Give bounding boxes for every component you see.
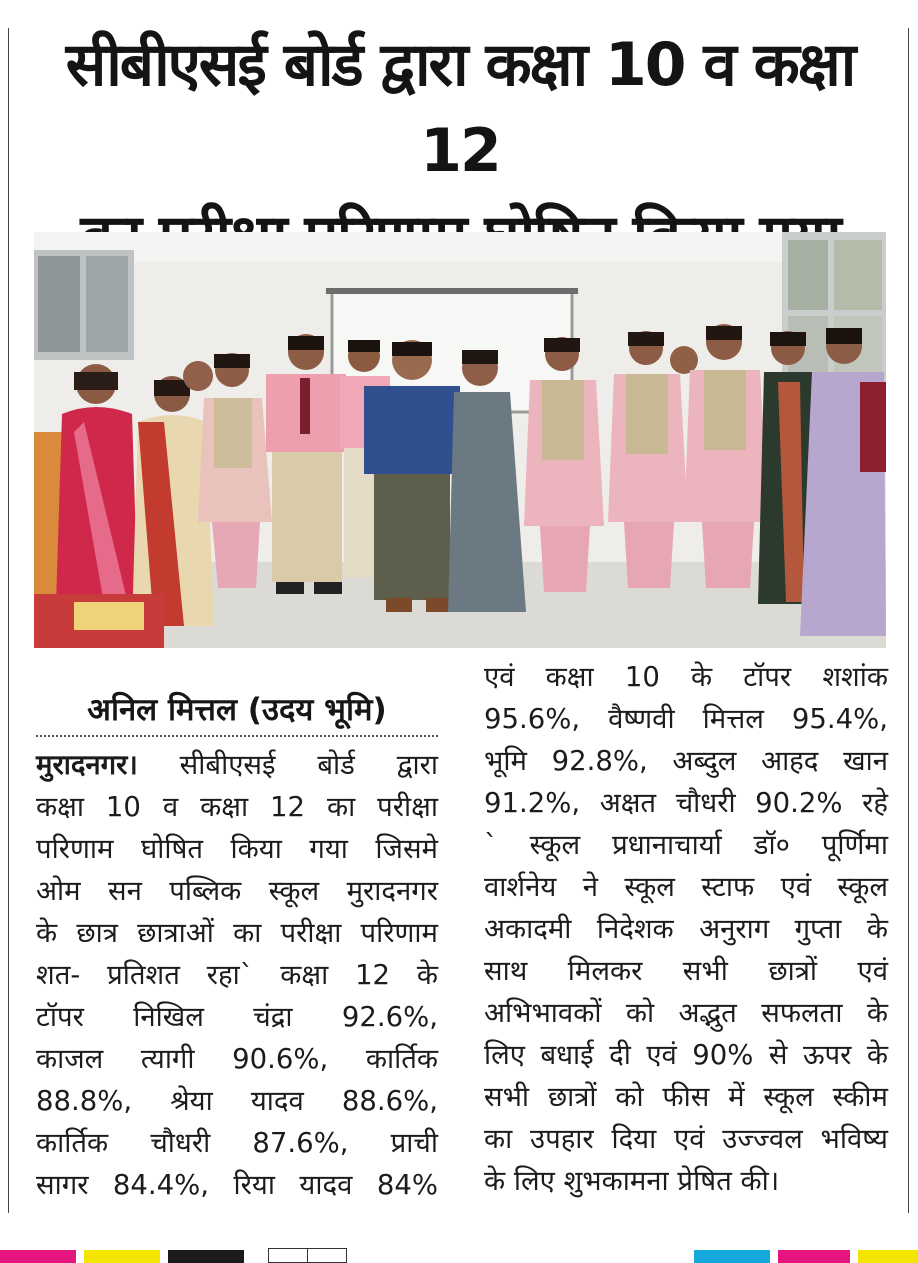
- registration-box: [307, 1248, 347, 1263]
- article-line: 95.6%, वैष्णवी मित्तल 95.4%,: [484, 703, 888, 735]
- article-left-column: [36, 744, 438, 1206]
- article-line: शत- प्रतिशत रहा` कक्षा 12 के: [36, 959, 438, 991]
- article-line: टॉपर निखिल चंद्रा 92.6%,: [36, 1001, 438, 1033]
- article-line: सभी छात्रों को फीस में स्कूल स्कीम: [484, 1081, 888, 1113]
- article-line: के लिए शुभकामना प्रेषित की।: [484, 1165, 780, 1197]
- article-line: अकादमी निदेशक अनुराग गुप्ता के: [484, 913, 888, 945]
- article-line: कक्षा 10 व कक्षा 12 का परीक्षा: [36, 791, 438, 823]
- article-line: 88.8%, श्रेया यादव 88.6%,: [36, 1085, 438, 1117]
- article-line: के छात्र छात्राओं का परीक्षा परिणाम: [36, 917, 438, 949]
- article-line: काजल त्यागी 90.6%, कार्तिक: [36, 1043, 438, 1075]
- article-line: लिए बधाई दी एवं 90% से ऊपर के: [484, 1039, 888, 1071]
- article-line: परिणाम घोषित किया गया जिसमे: [36, 833, 438, 865]
- dateline: मुरादनगर।: [36, 749, 138, 781]
- article-line: ` स्कूल प्रधानाचार्या डॉ० पूर्णिमा: [484, 829, 888, 861]
- article-line: कार्तिक चौधरी 87.6%, प्राची: [36, 1127, 438, 1159]
- article-line: का उपहार दिया एवं उज्ज्वल भविष्य: [484, 1123, 888, 1155]
- color-strip-magenta: [0, 1250, 76, 1263]
- article-line: [36, 744, 438, 786]
- article-line: अभिभावकों को अद्भुत सफलता के: [484, 997, 888, 1029]
- article-line-text: सीबीएसई बोर्ड द्वारा: [137, 749, 438, 781]
- byline-dotted-rule: [36, 735, 438, 737]
- article-line: सागर 84.4%, रिया यादव 84%: [36, 1169, 438, 1201]
- article-line: वार्शनेय ने स्कूल स्टाफ एवं स्कूल: [484, 871, 888, 903]
- article-line: साथ मिलकर सभी छात्रों एवं: [484, 955, 888, 987]
- article-line: एवं कक्षा 10 के टॉपर शशांक: [484, 661, 888, 693]
- group-photo: [34, 232, 886, 648]
- byline: अनिल मित्तल (उदय भूमि): [87, 692, 387, 728]
- left-column-rule: [8, 28, 9, 1213]
- color-strip-yellow: [84, 1250, 160, 1263]
- registration-box: [268, 1248, 308, 1263]
- article-line: भूमि 92.8%, अब्दुल आहद खान: [484, 745, 888, 777]
- color-strip-magenta-right: [778, 1250, 850, 1263]
- article-line: ओम सन पब्लिक स्कूल मुरादनगर: [36, 875, 438, 907]
- article-line: 91.2%, अक्षत चौधरी 90.2% रहे: [484, 787, 888, 819]
- right-column-rule: [908, 28, 909, 1213]
- headline-line-1: सीबीएसई बोर्ड द्वारा कक्षा 10 व कक्षा 12: [65, 30, 855, 186]
- color-strip-cyan: [694, 1250, 770, 1263]
- color-strip-yellow-right: [858, 1250, 918, 1263]
- article-right-column: [484, 656, 888, 1202]
- color-strip-black: [168, 1250, 244, 1263]
